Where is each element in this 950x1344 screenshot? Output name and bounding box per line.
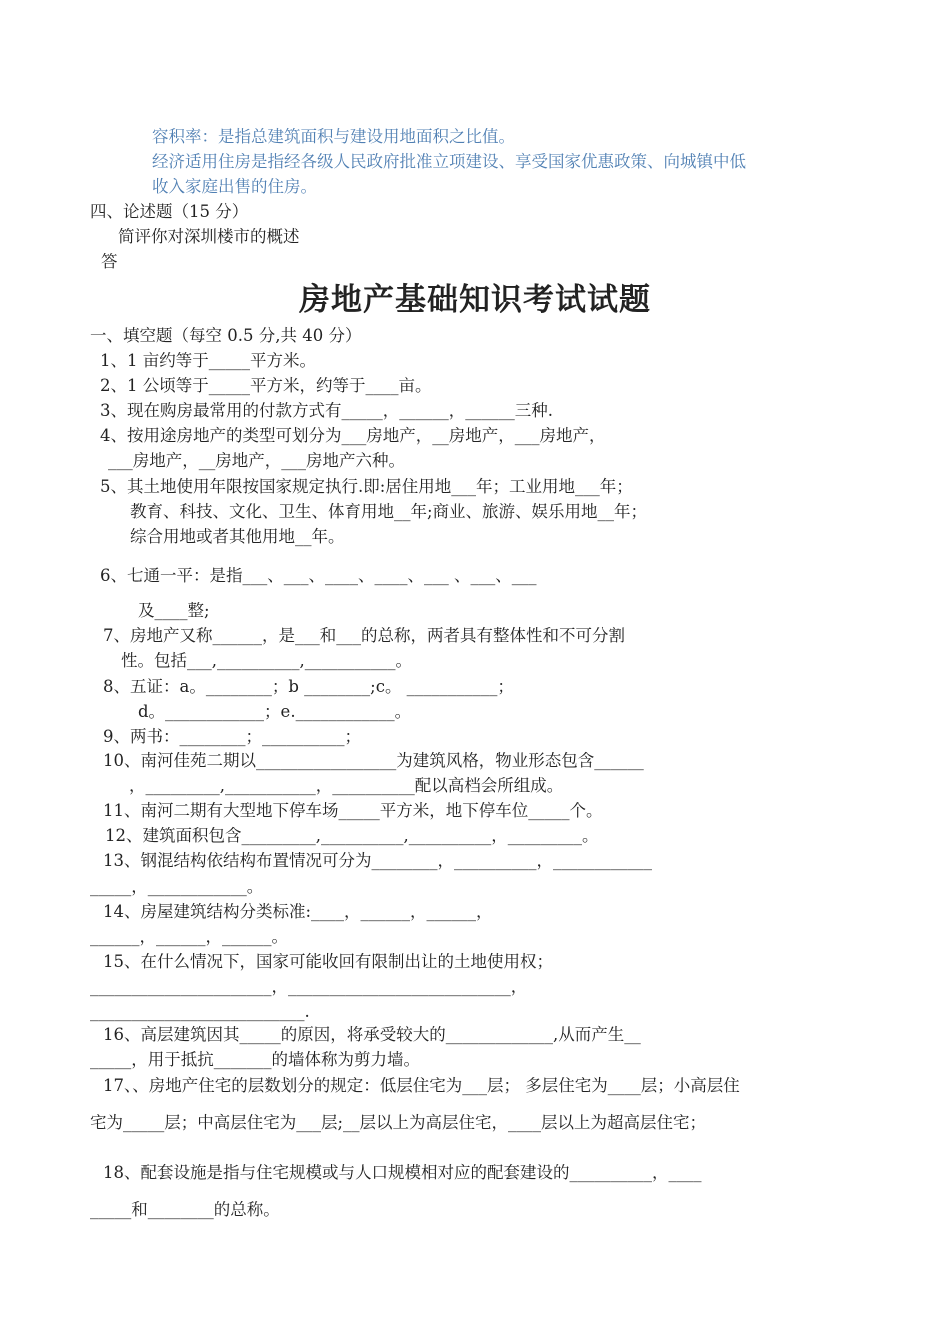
- question-15-line2: ______________________，___________________________，: [90, 977, 528, 996]
- question-6-line2: 及____整;: [138, 601, 210, 620]
- section4-question: 简评你对深圳楼市的概述: [118, 227, 300, 246]
- question-15-line1: 15、在什么情况下，国家可能收回有限制出让的土地使用权；: [103, 952, 553, 971]
- question-1: 1、1 亩约等于_____平方米。: [100, 351, 316, 370]
- question-13-line1: 13、钢混结构依结构布置情况可分为________，__________，____________: [103, 851, 652, 870]
- question-18-line1: 18、配套设施是指与住宅规模或与人口规模相对应的配套建设的__________，____: [103, 1163, 702, 1182]
- section4-heading: 四、论述题（15 分）: [90, 202, 249, 221]
- question-10-line1: 10、南河佳苑二期以_________________为建筑风格，物业形态包含______: [103, 751, 644, 770]
- question-14-line1: 14、房屋建筑结构分类标准:____，______，______，: [103, 902, 493, 921]
- question-7-line1: 7、房地产又称______，是___和___的总称，两者具有整体性和不可分割: [103, 626, 625, 645]
- question-5-line2: 教育、科技、文化、卫生、体育用地__年;商业、旅游、娱乐用地__年；: [130, 502, 648, 521]
- question-15-line3: __________________________.: [90, 1002, 310, 1021]
- definition-affordable-housing-2: 收入家庭出售的住房。: [152, 177, 317, 196]
- question-16-line2: _____，用于抵抗_______的墙体称为剪力墙。: [90, 1050, 420, 1069]
- question-4-line1: 4、按用途房地产的类型可划分为___房地产，__房地产，___房地产，: [100, 426, 606, 445]
- question-6-line1: 6、七通一平：是指___、___、____、____、___ 、___、___: [100, 566, 537, 585]
- question-17-line1: 17、、房地产住宅的层数划分的规定：低层住宅为___层； 多层住宅为____层；小高层住: [103, 1076, 740, 1095]
- question-7-line2: 性。包括___,__________,___________。: [121, 651, 412, 670]
- question-3: 3、现在购房最常用的付款方式有_____，______，______三种.: [100, 401, 553, 420]
- question-5-line3: 综合用地或者其他用地__年。: [130, 527, 345, 546]
- question-8-line2: d。____________；e.____________。: [138, 702, 412, 721]
- definition-affordable-housing-1: 经济适用住房是指经各级人民政府批准立项建设、享受国家优惠政策、向城镇中低: [152, 152, 746, 171]
- question-2: 2、1 公顷等于_____平方米，约等于____亩。: [100, 376, 432, 395]
- question-17-line2: 宅为_____层；中高层住宅为___层;__层以上为高层住宅，____层以上为超高层住宅；: [90, 1113, 707, 1132]
- question-11: 11、南河二期有大型地下停车场_____平方米，地下停车位_____个。: [103, 801, 603, 820]
- question-8-line1: 8、五证：a。________；b ________;c。 ___________；: [103, 677, 514, 696]
- exam-title: 房地产基础知识考试试题: [299, 282, 651, 318]
- question-9: 9、两书：________；__________；: [103, 727, 361, 746]
- question-16-line1: 16、高层建筑因其_____的原因，将承受较大的_____________,从而产生__: [103, 1025, 641, 1044]
- question-12: 12、建筑面积包含_________,__________,__________，_________。: [105, 826, 599, 845]
- question-18-line2: _____和________的总称。: [90, 1200, 280, 1219]
- question-10-line2: ，_________,___________，__________配以高档会所组成。: [129, 776, 564, 795]
- section1-heading: 一、填空题（每空 0.5 分,共 40 分）: [90, 326, 362, 345]
- definition-plot-ratio: 容积率：是指总建筑面积与建设用地面积之比值。: [152, 127, 515, 146]
- question-14-line2: ______，______，______。: [90, 927, 288, 946]
- question-5-line1: 5、其土地使用年限按国家规定执行.即:居住用地___年；工业用地___年；: [100, 477, 633, 496]
- answer-label: 答: [101, 252, 118, 271]
- question-4-line2: ___房地产，__房地产，___房地产六种。: [108, 451, 405, 470]
- question-13-line2: _____，____________。: [90, 877, 264, 896]
